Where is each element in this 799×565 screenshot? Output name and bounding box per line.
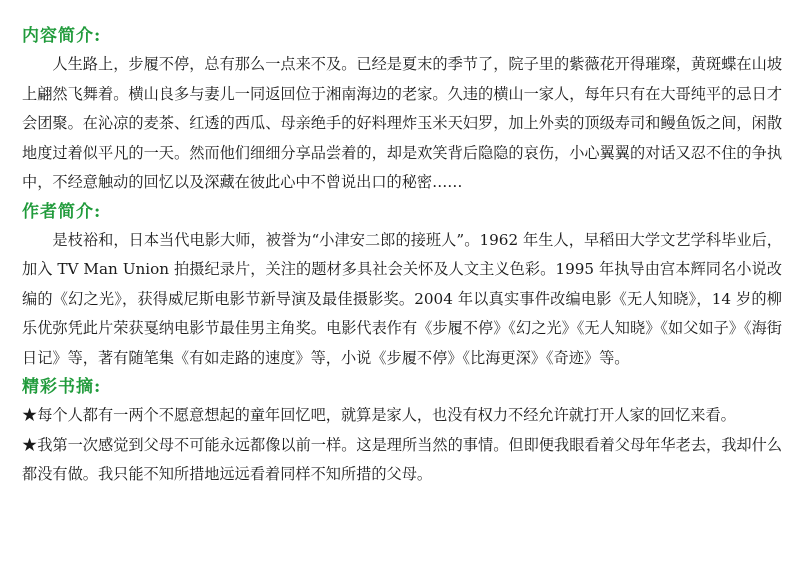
excerpt-text: 每个人都有一两个不愿意想起的童年回忆吧，就算是家人，也没有权力不经允许就打开人家的回忆来看。 [37, 406, 736, 424]
star-icon: ★ [22, 435, 38, 454]
excerpts-heading: 精彩书摘: [22, 377, 102, 397]
document-page [22, 22, 782, 490]
author-paragraph: 是枝裕和，日本当代电影大师，被誉为“小津安二郎的接班人”。1962 年生人，早稻田大学文艺学科毕业后，加入 TV Man Union 拍摄纪录片，关注的题材多具社会关怀及人文主义色彩。1995 年执导由宫本辉同名小说改编的《幻之光》，获得威尼斯电影节新导演及最佳摄影奖。2004 年以真实事件改编电影《无人知晓》，14 岁的柳乐优弥凭此片荣获戛纳电影节最佳男主角奖。电影代表作有《步履不停》《幻之光》《无人知晓》《如父如子》《海街日记》等，著有随笔集《有如走路的速度》等，小说《步履不停》《比海更深》《奇迹》等。 [22, 230, 782, 367]
excerpt-item [22, 401, 782, 431]
intro-heading: 内容简介: [22, 26, 102, 46]
excerpt-item [22, 431, 782, 490]
star-icon: ★ [22, 406, 38, 424]
author-heading: 作者简介: [22, 201, 102, 222]
excerpt-text: 我第一次感觉到父母不可能永远都像以前一样。这是理所当然的事情。但即便我眼看着父母年华老去，我却什么都没有做。我只能不知所措地远远看着同样不知所措的父母。 [22, 435, 783, 483]
intro-paragraph: 人生路上，步履不停，总有那么一点来不及。已经是夏末的季节了，院子里的紫薇花开得璀璨，黄斑蝶在山坡上翩然飞舞着。横山良多与妻儿一同返回位于湘南海边的老家。久违的横山一家人，每年只有在大哥纯平的忌日才会团聚。在沁凉的麦茶、红透的西瓜、母亲绝手的好料理炸玉米天妇罗，加上外卖的顶级寿司和鳗鱼饭之间，闲散地度过着似平凡的一天。然而他们细细分享品尝着的，却是欢笑背后隐隐的哀伤，小心翼翼的对话又忍不住的争执中，不经意触动的回忆以及深藏在彼此心中不曾说出口的秘密…… [22, 55, 782, 191]
